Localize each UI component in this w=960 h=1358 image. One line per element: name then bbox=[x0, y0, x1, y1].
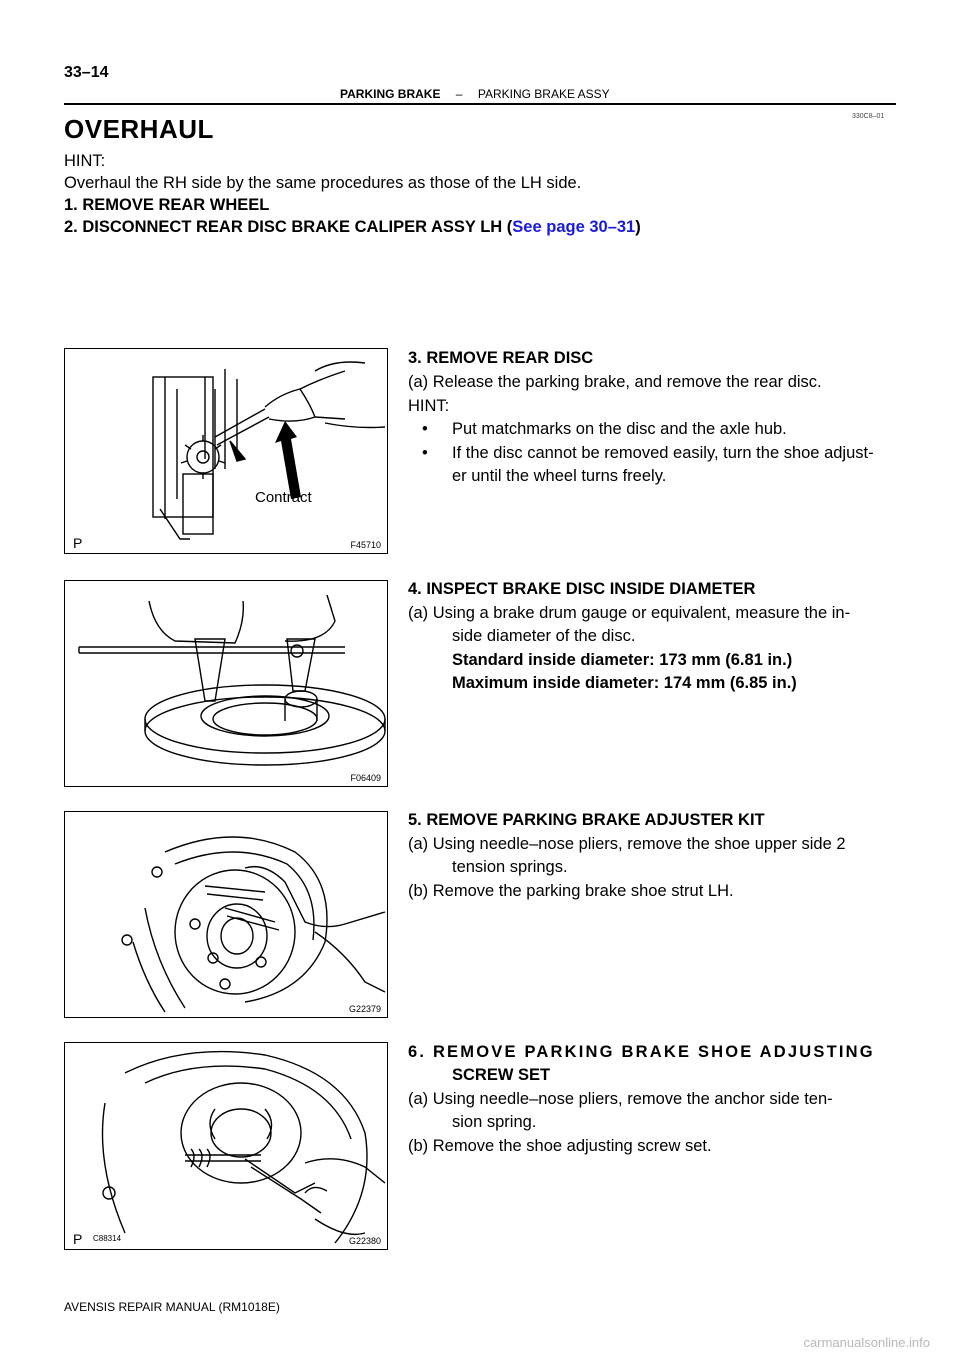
step-3-hint-label: HINT: bbox=[408, 397, 450, 415]
figure-remove-adjusting-screw bbox=[64, 1042, 388, 1250]
figure-code: G22379 bbox=[348, 1004, 381, 1014]
step-4a: (a) Using a brake drum gauge or equivalent, measure the in- bbox=[408, 604, 851, 622]
hint-text: Overhaul the RH side by the same procedures as those of the LH side. bbox=[64, 174, 582, 192]
page-title: OVERHAUL bbox=[64, 114, 214, 144]
step-2-text: 2. DISCONNECT REAR DISC BRAKE CALIPER ASSY LH ( bbox=[64, 218, 513, 236]
step-3a: (a) Release the parking brake, and remove the rear disc. bbox=[408, 373, 822, 391]
step-6-heading-cont: SCREW SET bbox=[452, 1066, 551, 1084]
step-5-heading: 5. REMOVE PARKING BRAKE ADJUSTER KIT bbox=[408, 811, 765, 829]
standard-diameter-spec: Standard inside diameter: 173 mm (6.81 in.) bbox=[452, 651, 793, 669]
step-3-bullet-2-cont: er until the wheel turns freely. bbox=[452, 467, 667, 485]
adjusting-screw-illustration bbox=[65, 1043, 388, 1250]
figure-remove-rear-disc bbox=[64, 348, 388, 554]
header-rule bbox=[64, 103, 896, 105]
brake-adjuster-illustration bbox=[65, 349, 388, 554]
see-page-link[interactable]: See page 30–31 bbox=[512, 218, 636, 236]
doc-code: 330C8–01 bbox=[852, 113, 885, 120]
step-5a-cont: tension springs. bbox=[452, 858, 568, 876]
section-breadcrumb bbox=[340, 87, 610, 101]
drum-gauge-illustration bbox=[65, 581, 388, 787]
step-5b: (b) Remove the parking brake shoe strut LH. bbox=[408, 882, 734, 900]
step-3-heading: 3. REMOVE REAR DISC bbox=[408, 349, 594, 367]
figure-inspect-disc bbox=[64, 580, 388, 787]
figure-code: F06409 bbox=[350, 773, 381, 783]
contract-label: Contract bbox=[255, 489, 312, 506]
hint-label: HINT: bbox=[64, 152, 106, 170]
figure-p-mark: P bbox=[73, 1231, 83, 1247]
figure-code: F45710 bbox=[350, 540, 381, 550]
footer-manual-title: AVENSIS REPAIR MANUAL (RM1018E) bbox=[64, 1300, 280, 1314]
figure-p-mark: P bbox=[73, 535, 83, 551]
step-6a-cont: sion spring. bbox=[452, 1113, 537, 1131]
step-6-heading: 6. REMOVE PARKING BRAKE SHOE ADJUSTING bbox=[408, 1043, 875, 1061]
step-4a-cont: side diameter of the disc. bbox=[452, 627, 636, 645]
step-1: 1. REMOVE REAR WHEEL bbox=[64, 196, 270, 214]
step-6b: (b) Remove the shoe adjusting screw set. bbox=[408, 1137, 712, 1155]
watermark: carmanualsonline.info bbox=[803, 1335, 930, 1350]
section-separator: – bbox=[455, 87, 463, 101]
subsection-name: PARKING BRAKE ASSY bbox=[477, 87, 610, 101]
page-number: 33–14 bbox=[64, 64, 109, 81]
bullet-icon: • bbox=[422, 420, 428, 438]
figure-remove-adjuster-kit bbox=[64, 811, 388, 1018]
bullet-icon: • bbox=[422, 444, 428, 462]
step-3-bullet-1: Put matchmarks on the disc and the axle hub. bbox=[452, 420, 787, 438]
figure-code-secondary: C88314 bbox=[93, 1234, 122, 1243]
step-3-bullet-2: If the disc cannot be removed easily, turn the shoe adjust- bbox=[452, 444, 874, 462]
adjuster-kit-illustration bbox=[65, 812, 388, 1018]
step-2 bbox=[64, 216, 641, 238]
step-2-suffix: ) bbox=[635, 218, 641, 236]
section-name: PARKING BRAKE bbox=[340, 87, 441, 101]
step-6a: (a) Using needle–nose pliers, remove the anchor side ten- bbox=[408, 1090, 833, 1108]
step-5a: (a) Using needle–nose pliers, remove the shoe upper side 2 bbox=[408, 835, 846, 853]
step-4-heading: 4. INSPECT BRAKE DISC INSIDE DIAMETER bbox=[408, 580, 756, 598]
maximum-diameter-spec: Maximum inside diameter: 174 mm (6.85 in.) bbox=[452, 674, 797, 692]
figure-code: G22380 bbox=[348, 1236, 381, 1246]
